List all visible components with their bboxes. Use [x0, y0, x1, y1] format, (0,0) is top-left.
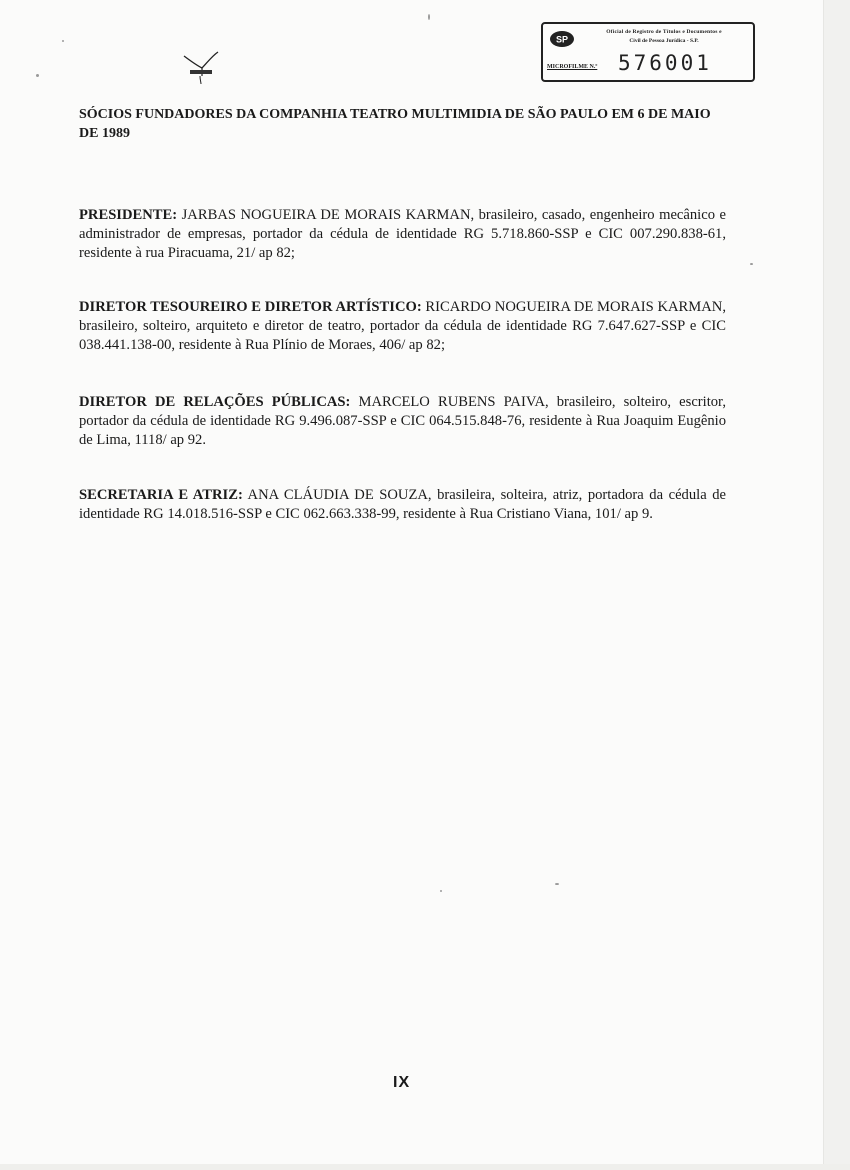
handwritten-initials-icon [180, 26, 224, 84]
registry-logo-icon [549, 30, 575, 48]
scan-speck [750, 263, 753, 265]
member-entry-secretary-actress [79, 486, 726, 524]
member-details: RICARDO NOGUEIRA DE MORAIS KARMAN, brasileiro, solteiro, arquiteto e diretor de teatro, portador da cédula de identidade RG 7.647.627-SSP e CIC 038.441.138-00, residente à Rua Plínio de Moraes, 406/ ap 82; [79, 299, 726, 353]
page-number: IX [393, 1074, 411, 1091]
scan-speck [62, 40, 64, 42]
registry-stamp [541, 22, 755, 82]
stamp-jurisdiction-line: Civil de Pessoa Jurídica - S.P. [629, 38, 699, 44]
role-label: DIRETOR DE RELAÇÕES PÚBLICAS: [79, 394, 351, 410]
document-title: SÓCIOS FUNDADORES DA COMPANHIA TEATRO MULTIMIDIA DE SÃO PAULO EM 6 DE MAIO DE 1989 [79, 107, 711, 141]
scan-speck [440, 890, 442, 892]
member-details: JARBAS NOGUEIRA DE MORAIS KARMAN, brasileiro, casado, engenheiro mecânico e administrador de empresas, portador da cédula de identidade RG 5.718.860-SSP e CIC 007.290.838-61, residente à rua Piracuama, 21/ ap 82; [79, 207, 726, 261]
stamp-microfilm-number: 576001 [618, 51, 712, 75]
member-entry-president [79, 206, 726, 263]
member-entry-public-relations-director [79, 393, 726, 450]
scan-speck [555, 883, 559, 885]
page-bottom-edge [0, 1164, 850, 1170]
role-label: SECRETARIA E ATRIZ: [79, 487, 243, 503]
role-label: PRESIDENTE: [79, 207, 178, 223]
scan-speck [428, 14, 430, 20]
scan-speck [36, 74, 39, 77]
stamp-office-line: Oficial de Registro de Títulos e Documentos e [606, 29, 722, 35]
role-label: DIRETOR TESOUREIRO E DIRETOR ARTÍSTICO: [79, 299, 422, 315]
svg-text:SP: SP [555, 34, 569, 45]
member-entry-treasurer-artistic-director [79, 298, 726, 355]
member-details: ANA CLÁUDIA DE SOUZA, brasileira, solteira, atriz, portadora da cédula de identidade RG 14.018.516-SSP e CIC 062.663.338-99, residente à Rua Cristiano Viana, 101/ ap 9. [79, 487, 726, 522]
stamp-microfilm-label: MICROFILME N.º [547, 64, 598, 70]
page-edge-shadow [823, 0, 850, 1170]
member-details: MARCELO RUBENS PAIVA, brasileiro, solteiro, escritor, portador da cédula de identidade RG 9.496.087-SSP e CIC 064.515.848-76, residente à Rua Joaquim Eugênio de Lima, 1118/ ap 92. [79, 394, 726, 448]
